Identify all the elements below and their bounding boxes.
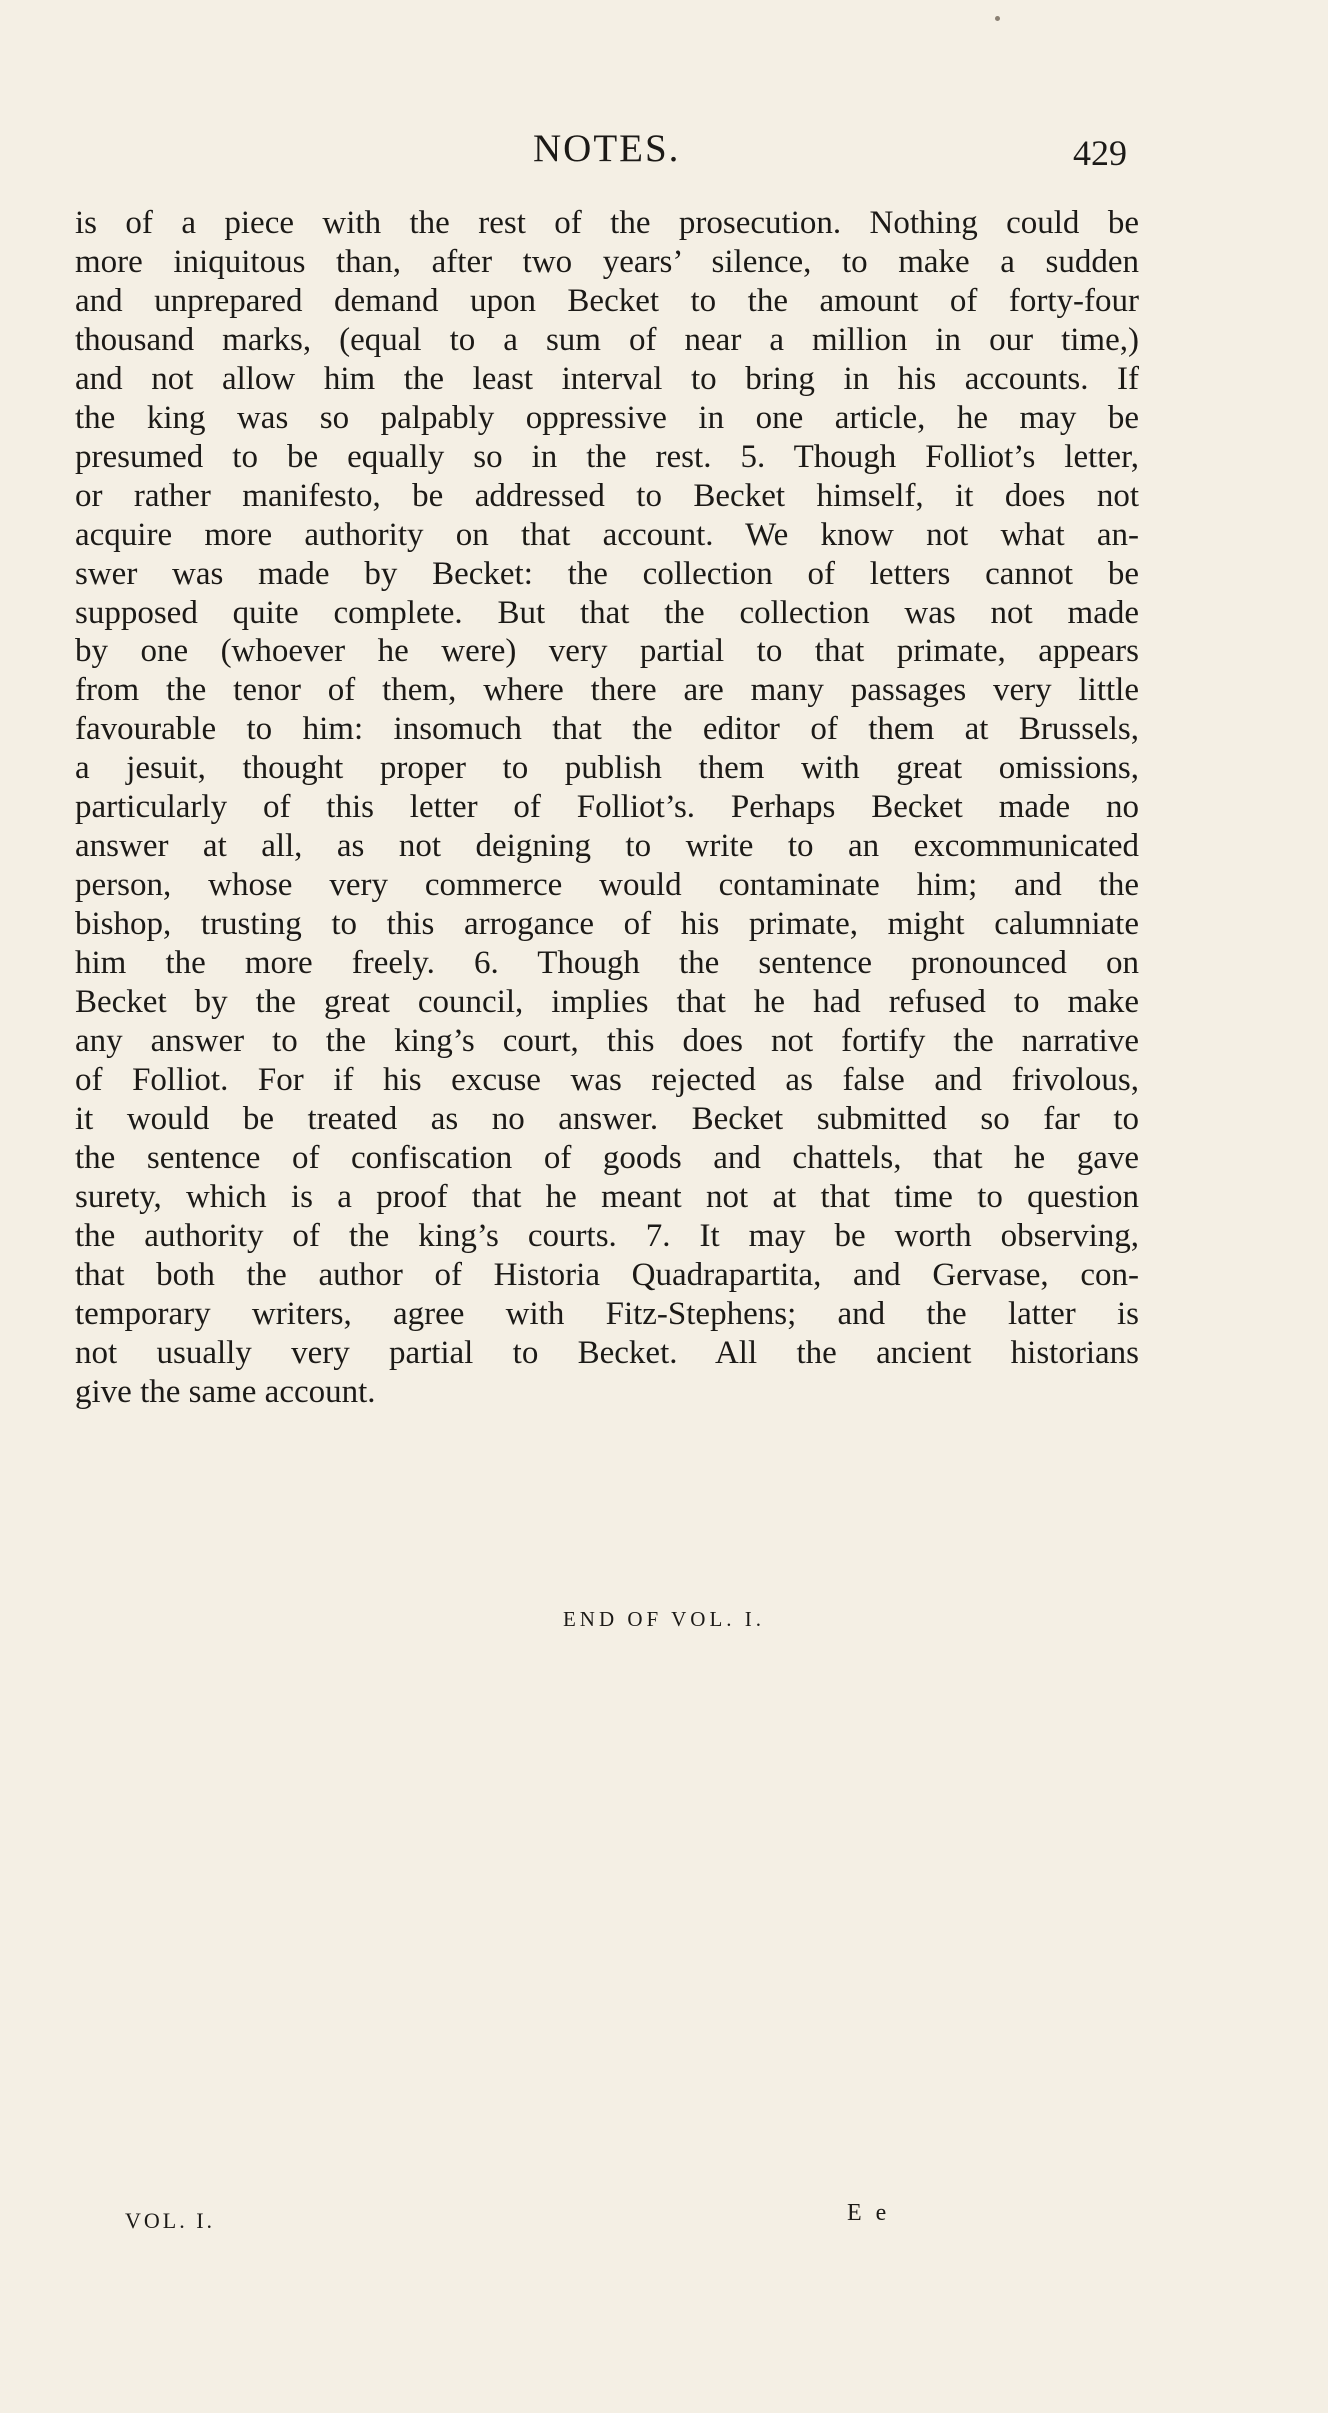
text-line: the authority of the king’s courts. 7. It may be worth observing, [75,1217,1139,1254]
text-line: answer at all, as not deigning to write to an excommunicated [75,828,1139,865]
notes-text [75,204,1139,1412]
running-title: NOTES. [533,127,681,170]
text-line: presumed to be equally so in the rest. 5. Though Folliot’s letter, [75,438,1139,475]
text-line: supposed quite complete. But that the collection was not made [75,594,1139,631]
text-line: by one (whoever he were) very partial to that primate, appears [75,633,1139,670]
text-line: the sentence of confiscation of goods and chattels, that he gave [75,1139,1139,1176]
text-line: a jesuit, thought proper to publish them with great omissions, [75,750,1139,787]
text-line: Becket by the great council, implies that he had refused to make [75,984,1139,1021]
end-of-volume-mark: END OF VOL. I. [562,1607,766,1631]
text-line: is of a piece with the rest of the prosecution. Nothing could be [75,205,1139,241]
text-line: any answer to the king’s court, this does not fortify the narrative [75,1023,1139,1060]
text-line: it would be treated as no answer. Becket submitted so far to [75,1100,1139,1137]
text-line: give the same account. [75,1373,376,1410]
text-line: and unprepared demand upon Becket to the amount of forty-four [75,282,1139,319]
text-line: person, whose very commerce would contaminate him; and the [75,867,1139,904]
page-number: 429 [1073,133,1127,173]
text-line: surety, which is a proof that he meant not at that time to question [75,1178,1139,1215]
text-line: the king was so palpably oppressive in one article, he may be [75,399,1139,436]
text-line: or rather manifesto, be addressed to Becket himself, it does not [75,477,1139,514]
text-line: temporary writers, agree with Fitz-Stephens; and the latter is [75,1295,1139,1332]
text-line: that both the author of Historia Quadrapartita, and Gervase, con- [75,1256,1139,1293]
text-line: more iniquitous than, after two years’ silence, to make a sudden [75,243,1139,280]
text-line: not usually very partial to Becket. All the ancient historians [75,1334,1139,1371]
volume-mark: VOL. I. [125,2208,216,2233]
paper-speck [995,16,1000,21]
text-line: him the more freely. 6. Though the sentence pronounced on [75,945,1139,982]
footer [0,2198,1328,2238]
text-line: and not allow him the least interval to bring in his accounts. If [75,360,1139,397]
text-line: bishop, trusting to this arrogance of his primate, might calumniate [75,906,1139,943]
text-line: particularly of this letter of Folliot’s. Perhaps Becket made no [75,789,1139,826]
running-head [0,124,1328,174]
text-line: swer was made by Becket: the collection of letters cannot be [75,555,1139,592]
text-line: favourable to him: insomuch that the editor of them at Brussels, [75,711,1139,748]
text-line: from the tenor of them, where there are many passages very little [75,672,1139,709]
signature-mark: E e [847,2200,891,2226]
text-line: of Folliot. For if his excuse was rejected as false and frivolous, [75,1061,1139,1098]
text-line: thousand marks, (equal to a sum of near a million in our time,) [75,321,1139,358]
text-line: acquire more authority on that account. We know not what an- [75,516,1139,553]
